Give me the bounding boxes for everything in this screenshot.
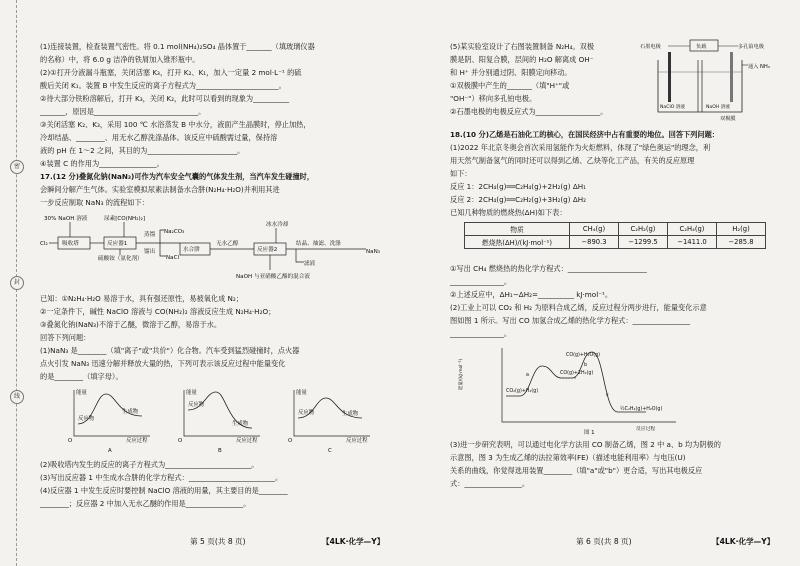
flow-nan3-product: NaN₃	[366, 249, 381, 255]
right-question-block-a	[450, 40, 607, 118]
text-line: (3)进一步研究表明，可以通过电化学方法用 CO 制备乙烯，图 2 中 a、b 均为阴极的	[450, 440, 721, 449]
left-question-block-a	[40, 40, 315, 209]
origin-label: O	[288, 438, 293, 444]
table-cell: −890.3	[570, 236, 619, 249]
flow-reactor2: 反应器2	[257, 247, 278, 253]
flow-urea: 尿素[CO(NH₂)₂]	[104, 216, 146, 222]
text-line: 示意图，图 3 为生成乙烯的法拉第效率(FE)（描述电能利用率）与电压(U)	[450, 453, 686, 462]
text-line: 液的 pH 在 1～2 之间，其目的为_________________________。	[40, 146, 245, 155]
product-label: 生成物	[342, 411, 359, 417]
text-line: 膜是阴、阳复合膜，层间的 H₂O 解离成 OH⁻	[450, 55, 594, 64]
energy-profile-diagrams	[60, 384, 390, 454]
text-line: 图如图 1 所示。写出 CO 加氢合成乙烯的热化学方程式：________________	[450, 316, 691, 325]
naoh-solution-label: NaOH 溶液	[706, 105, 730, 110]
text-line: ②一定条件下，碱性 NaClO 溶液与 CO(NH₂)₂ 溶液反应生成 N₂H₄·H₂O；	[40, 307, 276, 316]
energy-diagram-c	[288, 388, 370, 454]
fig1-label-b: b	[584, 363, 588, 368]
reactant-label: 反应物	[78, 416, 95, 422]
text-line: ________；反应器 2 中加入无水乙醚的作用是________________。	[40, 499, 251, 508]
text-line: 的名称）中，将 6.0 g 洁净的铁屑加入锥形瓶中。	[40, 55, 200, 64]
option-c-label: C	[328, 448, 332, 454]
fig1-y-axis-label: 能量/(kJ·mol⁻¹)	[459, 358, 464, 390]
energy-axis-label: 能量	[186, 390, 197, 396]
binding-mark-seal: 密	[10, 160, 24, 174]
text-line: ③关闭活塞 K₂、K₃，采用 100 ℃ 水浴蒸发 B 中水分，液面产生晶膜时，停止加热，	[40, 120, 311, 129]
text-line: 用天然气制备氢气的同时还可以得到乙烯、乙炔等化工产品，有关的反应原理	[450, 156, 695, 165]
text-line: 一步反应制取 NaN₃ 的流程如下：	[40, 198, 149, 207]
flow-hydrazine-hydrate: 水合肼	[183, 247, 200, 253]
option-a-label: A	[108, 448, 112, 454]
text-line: _______________。	[450, 329, 512, 338]
naclo-solution-label: NaClO 溶液	[660, 105, 685, 110]
text-line: ①双极膜中产生的_______（填"H⁺"或	[450, 81, 570, 90]
left-page-number: 第 5 页(共 8 页)	[190, 537, 246, 546]
text-line: ①写出 CH₄ 燃烧热的热化学方程式：______________________	[450, 264, 647, 273]
process-axis-label: 反应过程	[126, 438, 148, 444]
right-question-block-c	[450, 262, 707, 340]
text-line: "OH⁻"）移向多孔铂电极。	[450, 94, 537, 103]
energy-axis-label: 能量	[296, 390, 307, 396]
flow-nacl: NaCl	[166, 255, 180, 261]
process-axis-label: 反应过程	[346, 438, 368, 444]
right-question-block-d	[450, 438, 721, 490]
flow-distillate: 馏出	[144, 249, 156, 255]
nh3-inlet-label: 通入 NH₃	[748, 64, 770, 70]
reactant-label: 反应物	[188, 402, 205, 408]
fig1-state-3: CO₂(g)+H₂(g)	[506, 389, 539, 394]
right-page	[420, 0, 795, 566]
energy-diagram-b	[178, 388, 260, 454]
text-line: (4)反应器 1 中发生反应时要控制 NaClO 溶液的用量，其主要目的是________	[40, 486, 288, 495]
text-line: 和 H⁺ 并分别通过阴、阳膜定向移动。	[450, 68, 572, 77]
left-page	[40, 0, 410, 566]
text-line: ②石墨电极的电极反应式为__________________。	[450, 107, 608, 116]
fig1-energy-curve	[506, 352, 646, 412]
table-cell: −285.8	[717, 236, 766, 249]
figure-1-energy-diagram	[459, 344, 686, 436]
table-cell: −1411.0	[668, 236, 717, 249]
graphite-electrode-label: 石墨电极	[640, 44, 661, 50]
text-line: 关系的曲线，你觉得选用装置________（填"a"或"b"）更合适，写出其电极反应	[450, 466, 703, 475]
table-row	[465, 236, 766, 249]
fig1-x-axis-label: 反应过程	[636, 427, 656, 432]
table-header-cell: H₂(g)	[717, 223, 766, 236]
flow-na2co3: Na₂CO₃	[164, 229, 185, 235]
flow-filtrate: 滤液	[304, 261, 316, 267]
flow-naoh-solution: 30% NaOH 溶液	[44, 216, 88, 222]
flow-chlorine: Cl₂	[40, 241, 48, 247]
fig1-state-1: CO(g)+H₂O(g)	[566, 353, 601, 358]
text-line: ②待大部分铁粉溶解后，打开 K₃，关闭 K₂，此时可以看到的现象为__________	[40, 94, 290, 103]
text-line: (2)①打开分液漏斗瓶塞，关闭活塞 K₃，打开 K₂、K₁，加入一定量 2 mol·L⁻¹ 的硫	[40, 68, 302, 77]
flow-crystallize: 结晶、抽滤、洗涤	[296, 241, 341, 247]
reactant-label: 反应物	[298, 410, 315, 416]
fig1-caption: 图 1	[584, 430, 595, 436]
text-line: (2)工业上可以 CO₂ 和 H₂ 为原料合成乙烯，反应过程分两步进行，能量变化示意	[450, 303, 707, 312]
table-row-label: 燃烧热(ΔH)/(kJ·mol⁻¹)	[465, 236, 570, 249]
binding-margin	[10, 0, 24, 566]
flow-ice-water: 冰水冷却	[266, 222, 289, 228]
origin-label: O	[178, 438, 183, 444]
flow-reactor1: 反应器1	[107, 241, 128, 247]
table-header-row	[465, 223, 766, 236]
left-question-block-b	[40, 292, 299, 383]
binding-mark-line: 线	[10, 390, 24, 404]
left-question-block-c	[40, 458, 288, 510]
text-line: 回答下列问题：	[40, 333, 91, 342]
flow-distill: 蒸馏	[144, 232, 156, 238]
text-line: 会瞬间分解产生气体。实验室模拟尿素法制备水合肼(N₂H₄·H₂O)并利用其进	[40, 185, 280, 194]
flow-ammonium-sulfate: 硫酸铵（氨化剂）	[98, 256, 143, 262]
fig1-label-a: a	[526, 373, 529, 378]
table-header-cell: C₂H₂(g)	[619, 223, 668, 236]
porous-pt-electrode	[730, 52, 733, 102]
energy-diagram-a	[68, 388, 150, 454]
right-exam-tag: 【4LK·化学—Y】	[712, 537, 775, 546]
flow-naoh-mixture: NaOH 与亚硝酸乙酯的混合液	[236, 274, 310, 280]
question-18-title: 18.(10 分)乙烯是石油化工的核心，在国民经济中占有重要的地位。回答下列问题：	[450, 130, 719, 139]
left-exam-tag: 【4LK·化学—Y】	[322, 537, 385, 546]
flow-absorption-tower: 吸收塔	[62, 241, 79, 247]
text-line: 冷却结晶、________、用无水乙醇洗涤晶体。该反应中硫酸需过量，保持溶	[40, 133, 278, 142]
right-question-block-b	[450, 128, 719, 219]
text-line: 的是________（填字母）。	[40, 372, 123, 381]
text-line: (1)NaN₃ 是________（填"离子"或"共价"）化合物。汽车受到猛烈碰撞时，点火器	[40, 346, 300, 355]
product-label: 生成物	[232, 421, 249, 427]
fig1-label-c: c	[606, 393, 609, 398]
text-line: (1)2022 年北京冬奥会首次采用氢能作为火炬燃料，体现了"绿色奥运"的理念，利	[450, 143, 711, 152]
fig1-state-2: CO(g)+2H₂(g)	[560, 371, 594, 376]
text-line: 已知几种物质的燃烧热(ΔH)如下表：	[450, 208, 567, 217]
porous-pt-electrode-label: 多孔铂电极	[738, 44, 764, 50]
combustion-heat-table	[464, 222, 766, 249]
graphite-electrode	[668, 52, 671, 102]
text-line: ③叠氮化钠(NaN₃)不溶于乙醚，微溶于乙醇，易溶于水。	[40, 320, 222, 329]
text-line: 酸后关闭 K₁。装置 B 中发生反应的离子方程式为_______________________。	[40, 81, 286, 90]
text-line: 已知：①N₂H₄·H₂O 易溶于水，具有强还原性，易被氧化成 N₂；	[40, 294, 243, 303]
text-line: (2)吸收塔内发生的反应的离子方程式为________________________。	[40, 460, 259, 469]
reaction-1: 反应 1：2CH₄(g)══C₂H₄(g)+2H₂(g) ΔH₁	[450, 182, 587, 191]
fig1-state-4: ½C₂H₄(g)+H₂O(g)	[620, 407, 663, 412]
flow-anhydrous-ethanol: 无水乙醇	[216, 241, 239, 247]
text-line: 式：________________。	[450, 479, 530, 488]
load-label: 负载	[696, 44, 707, 50]
table-cell: −1299.5	[619, 236, 668, 249]
reaction-2: 反应 2：2CH₄(g)══C₂H₂(g)+3H₂(g) ΔH₂	[450, 195, 587, 204]
bipolar-membrane-label: 双极膜	[720, 116, 736, 122]
nan3-process-flow-diagram	[40, 212, 410, 286]
process-axis-label: 反应过程	[236, 438, 258, 444]
table-header-cell: 物质	[465, 223, 570, 236]
flow-arrow-filtrate	[296, 249, 304, 262]
text-line: 如下：	[450, 169, 472, 178]
text-line: _______________。	[450, 277, 512, 286]
text-line: (3)写出反应器 1 中生成水合肼的化学方程式：________________________。	[40, 473, 283, 482]
bipolar-membrane	[698, 60, 702, 112]
text-line: ②上述反应中，ΔH₁−ΔH₂=__________ kJ·mol⁻¹。	[450, 290, 613, 299]
origin-label: O	[68, 438, 73, 444]
table-header-cell: C₂H₄(g)	[668, 223, 717, 236]
text-line: (5)某实验室设计了右图装置制备 N₂H₄。双极	[450, 42, 595, 51]
option-b-label: B	[218, 448, 222, 454]
text-line: 点火引发 NaN₃ 迅速分解并释放大量的热，下列可表示该反应过程中能量变化	[40, 359, 286, 368]
table-header-cell: CH₄(g)	[570, 223, 619, 236]
energy-axis-label: 能量	[76, 390, 87, 396]
binding-mark-sealed: 封	[10, 276, 24, 290]
right-page-number: 第 6 页(共 8 页)	[576, 537, 632, 546]
electrolysis-cell-diagram	[638, 38, 788, 122]
text-line: _______，原因是_____________________________。	[40, 107, 206, 116]
question-17-title: 17.(12 分)叠氮化钠(NaN₃)可作为汽车安全气囊的气体发生剂，当汽车发生碰撞时，	[40, 172, 315, 181]
text-line: (1)连接装置，检查装置气密性。将 0.1 mol(NH₄)₂SO₄ 晶体置于_______（填玻璃仪器	[40, 42, 315, 51]
text-line: ④装置 C 的作用为________________。	[40, 159, 164, 168]
product-label: 生成物	[122, 409, 139, 415]
